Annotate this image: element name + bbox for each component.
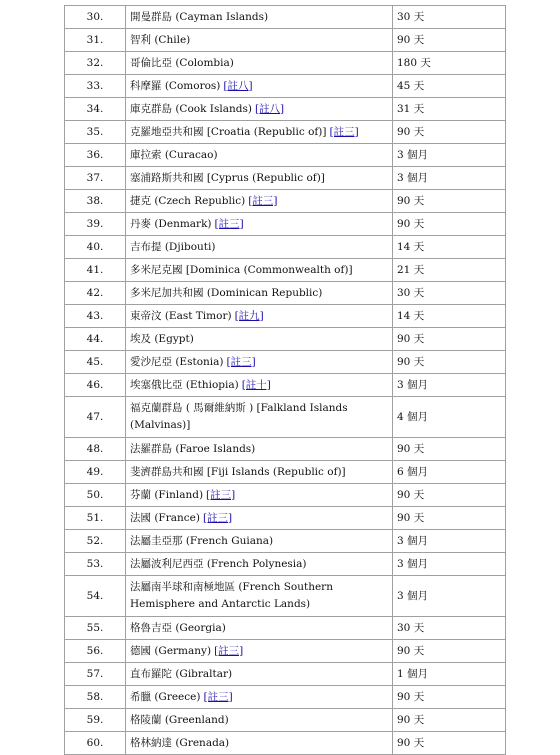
country-name: 開曼群島 (Cayman Islands)	[130, 10, 269, 23]
row-number: 41.	[65, 259, 126, 282]
stay-duration: 3 個月	[393, 576, 506, 617]
country-cell	[126, 351, 393, 374]
table-row	[65, 507, 506, 530]
country-name: 多米尼加共和國 (Dominican Republic)	[130, 286, 323, 299]
table-row	[65, 374, 506, 397]
table-row	[65, 709, 506, 732]
row-number: 31.	[65, 29, 126, 52]
footnote-link[interactable]: [註三]	[202, 511, 233, 524]
country-name: 吉布提 (Djibouti)	[130, 240, 216, 253]
row-number: 44.	[65, 328, 126, 351]
stay-duration: 90 天	[393, 640, 506, 663]
country-cell	[126, 686, 393, 709]
stay-duration: 45 天	[393, 75, 506, 98]
country-name: 埃塞俄比亞 (Ethiopia)	[130, 378, 239, 391]
table-row	[65, 484, 506, 507]
row-number: 34.	[65, 98, 126, 121]
country-name: 多米尼克國 [Dominica (Commonwealth of)]	[130, 263, 353, 276]
stay-duration: 30 天	[393, 282, 506, 305]
stay-duration: 1 個月	[393, 663, 506, 686]
country-cell	[126, 576, 393, 617]
country-cell	[126, 144, 393, 167]
row-number: 49.	[65, 461, 126, 484]
table-row	[65, 236, 506, 259]
country-name: 法屬圭亞那 (French Guiana)	[130, 534, 274, 547]
table-row	[65, 397, 506, 438]
row-number: 45.	[65, 351, 126, 374]
country-cell	[126, 640, 393, 663]
table-row	[65, 351, 506, 374]
row-number: 52.	[65, 530, 126, 553]
row-number: 38.	[65, 190, 126, 213]
row-number: 42.	[65, 282, 126, 305]
table-row	[65, 29, 506, 52]
country-name: 福克蘭群島 ( 馬爾維納斯 ) [Falkland Islands (Malvinas)]	[130, 402, 348, 431]
table-row	[65, 282, 506, 305]
country-name: 格陵蘭 (Greenland)	[130, 713, 229, 726]
country-cell	[126, 167, 393, 190]
country-cell	[126, 52, 393, 75]
country-cell	[126, 305, 393, 328]
table-row	[65, 732, 506, 755]
table-body	[65, 6, 506, 755]
row-number: 40.	[65, 236, 126, 259]
country-name: 芬蘭 (Finland)	[130, 488, 204, 501]
stay-duration: 21 天	[393, 259, 506, 282]
stay-duration: 90 天	[393, 484, 506, 507]
table-row	[65, 98, 506, 121]
row-number: 46.	[65, 374, 126, 397]
stay-duration: 90 天	[393, 190, 506, 213]
country-cell	[126, 259, 393, 282]
row-number: 60.	[65, 732, 126, 755]
stay-duration: 14 天	[393, 305, 506, 328]
row-number: 35.	[65, 121, 126, 144]
country-name: 埃及 (Egypt)	[130, 332, 194, 345]
country-cell	[126, 709, 393, 732]
country-name: 捷克 (Czech Republic)	[130, 194, 246, 207]
row-number: 51.	[65, 507, 126, 530]
footnote-link[interactable]: [註九]	[234, 309, 264, 322]
table-row	[65, 121, 506, 144]
row-number: 37.	[65, 167, 126, 190]
row-number: 39.	[65, 213, 126, 236]
table-row	[65, 686, 506, 709]
stay-duration: 90 天	[393, 438, 506, 461]
stay-duration: 90 天	[393, 732, 506, 755]
footnote-link[interactable]: [註三]	[226, 355, 256, 368]
footnote-link[interactable]: [註三]	[214, 217, 244, 230]
table-row	[65, 6, 506, 29]
table-row	[65, 530, 506, 553]
row-number: 36.	[65, 144, 126, 167]
country-cell	[126, 438, 393, 461]
stay-duration: 3 個月	[393, 530, 506, 553]
country-cell	[126, 29, 393, 52]
table-row	[65, 190, 506, 213]
table-row	[65, 328, 506, 351]
table-row	[65, 259, 506, 282]
country-cell	[126, 213, 393, 236]
stay-duration: 90 天	[393, 507, 506, 530]
row-number: 55.	[65, 617, 126, 640]
footnote-link[interactable]: [註八]	[223, 79, 253, 92]
country-name: 格魯吉亞 (Georgia)	[130, 621, 226, 634]
stay-duration: 180 天	[393, 52, 506, 75]
country-cell	[126, 530, 393, 553]
table-row	[65, 305, 506, 328]
row-number: 48.	[65, 438, 126, 461]
country-name: 法羅群島 (Faroe Islands)	[130, 442, 256, 455]
row-number: 32.	[65, 52, 126, 75]
country-name: 法屬波利尼西亞 (French Polynesia)	[130, 557, 307, 570]
country-cell	[126, 553, 393, 576]
stay-duration: 3 個月	[393, 167, 506, 190]
country-name: 斐濟群島共和國 [Fiji Islands (Republic of)]	[130, 465, 346, 478]
table-row	[65, 640, 506, 663]
table-row	[65, 663, 506, 686]
country-cell	[126, 236, 393, 259]
footnote-link[interactable]: [註十]	[241, 378, 271, 391]
row-number: 30.	[65, 6, 126, 29]
country-cell	[126, 98, 393, 121]
stay-duration: 3 個月	[393, 374, 506, 397]
country-cell	[126, 484, 393, 507]
country-name: 愛沙尼亞 (Estonia)	[130, 355, 224, 368]
row-number: 50.	[65, 484, 126, 507]
row-number: 58.	[65, 686, 126, 709]
country-name: 智利 (Chile)	[130, 33, 191, 46]
country-cell	[126, 397, 393, 438]
row-number: 54.	[65, 576, 126, 617]
stay-duration: 90 天	[393, 686, 506, 709]
country-cell	[126, 6, 393, 29]
row-number: 33.	[65, 75, 126, 98]
country-cell	[126, 374, 393, 397]
stay-duration: 90 天	[393, 29, 506, 52]
stay-duration: 90 天	[393, 709, 506, 732]
stay-duration: 3 個月	[393, 553, 506, 576]
country-cell	[126, 507, 393, 530]
table-row	[65, 438, 506, 461]
country-name: 庫克群島 (Cook Islands)	[130, 102, 252, 115]
country-cell	[126, 461, 393, 484]
stay-duration: 14 天	[393, 236, 506, 259]
footnote-link[interactable]: [註三]	[329, 125, 359, 138]
table-row	[65, 52, 506, 75]
country-cell	[126, 663, 393, 686]
row-number: 59.	[65, 709, 126, 732]
country-name: 丹麥 (Denmark)	[130, 217, 212, 230]
stay-duration: 31 天	[393, 98, 506, 121]
country-name: 科摩羅 (Comoros)	[130, 79, 221, 92]
table-row	[65, 213, 506, 236]
country-name: 法國 (France)	[130, 511, 200, 524]
footnote-link[interactable]: [註三]	[248, 194, 278, 207]
country-name: 法屬南半球和南極地區 (French Southern Hemisphere and Antarctic Lands)	[130, 581, 333, 610]
footnote-link[interactable]: [註八]	[254, 102, 285, 115]
table-row	[65, 461, 506, 484]
country-name: 克羅地亞共和國 [Croatia (Republic of)]	[130, 125, 327, 138]
country-cell	[126, 328, 393, 351]
row-number: 53.	[65, 553, 126, 576]
table-row	[65, 576, 506, 617]
row-number: 47.	[65, 397, 126, 438]
footnote-link[interactable]: [註三]	[206, 488, 236, 501]
stay-duration: 90 天	[393, 213, 506, 236]
country-cell	[126, 732, 393, 755]
stay-duration: 6 個月	[393, 461, 506, 484]
visa-free-table	[64, 5, 506, 755]
row-number: 56.	[65, 640, 126, 663]
country-name: 塞浦路斯共和國 [Cyprus (Republic of)]	[130, 171, 325, 184]
table-row	[65, 553, 506, 576]
country-cell	[126, 121, 393, 144]
country-name: 哥倫比亞 (Colombia)	[130, 56, 234, 69]
country-cell	[126, 190, 393, 213]
country-name: 庫拉索 (Curacao)	[130, 148, 218, 161]
stay-duration: 4 個月	[393, 397, 506, 438]
table-row	[65, 75, 506, 98]
stay-duration: 30 天	[393, 6, 506, 29]
stay-duration: 90 天	[393, 328, 506, 351]
country-name: 希臘 (Greece)	[130, 690, 201, 703]
stay-duration: 30 天	[393, 617, 506, 640]
country-cell	[126, 282, 393, 305]
footnote-link[interactable]: [註三]	[214, 644, 244, 657]
table-row	[65, 617, 506, 640]
country-cell	[126, 75, 393, 98]
country-cell	[126, 617, 393, 640]
stay-duration: 90 天	[393, 351, 506, 374]
table-row	[65, 167, 506, 190]
country-name: 德國 (Germany)	[130, 644, 212, 657]
country-name: 格林納達 (Grenada)	[130, 736, 230, 749]
stay-duration: 3 個月	[393, 144, 506, 167]
table-row	[65, 144, 506, 167]
stay-duration: 90 天	[393, 121, 506, 144]
country-name: 東帝汶 (East Timor)	[130, 309, 232, 322]
footnote-link[interactable]: [註三]	[203, 690, 233, 703]
row-number: 57.	[65, 663, 126, 686]
country-name: 直布羅陀 (Gibraltar)	[130, 667, 233, 680]
row-number: 43.	[65, 305, 126, 328]
